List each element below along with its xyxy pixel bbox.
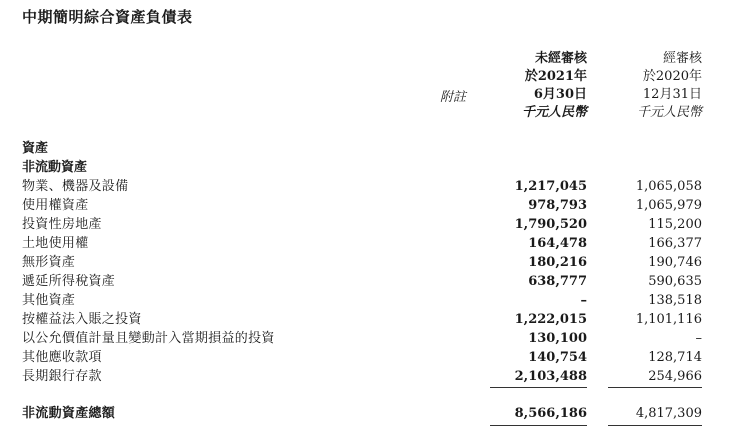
- table-row: [0, 292, 740, 310]
- table-row: [0, 178, 740, 196]
- row-current-value: –: [580, 293, 587, 308]
- row-previous-value: 166,377: [648, 236, 702, 251]
- table-row: [0, 273, 740, 291]
- row-current-value: 978,793: [528, 198, 587, 213]
- total-label: 非流動資產總額: [22, 406, 116, 421]
- row-previous-value: 1,101,116: [635, 312, 702, 327]
- row-label: 其他資產: [22, 293, 76, 308]
- total-current-value: 8,566,186: [514, 406, 587, 421]
- table-row: [0, 349, 740, 367]
- row-previous-value: 1,065,058: [635, 179, 702, 194]
- row-current-value: 638,777: [528, 274, 587, 289]
- row-previous-value: 254,966: [648, 369, 702, 384]
- previous-header-unit: 千元人民幣: [636, 105, 702, 120]
- row-label: 遞延所得稅資產: [22, 274, 116, 289]
- row-previous-value: 190,746: [648, 255, 702, 270]
- current-header-line: 未經審核: [534, 51, 587, 66]
- row-label: 使用權資產: [22, 198, 89, 213]
- row-previous-value: 115,200: [648, 217, 702, 232]
- table-row: [0, 311, 740, 329]
- row-current-value: 1,222,015: [514, 312, 587, 327]
- row-label: 其他應收款項: [22, 350, 102, 365]
- table-row: [0, 216, 740, 234]
- previous-period-header: [592, 50, 702, 122]
- total-row: [0, 405, 740, 423]
- row-current-value: 180,216: [528, 255, 587, 270]
- row-current-value: 140,754: [528, 350, 587, 365]
- table-row: [0, 235, 740, 253]
- current-period-header: [477, 50, 587, 122]
- statement-title: 中期簡明綜合資產負債表: [22, 8, 193, 26]
- note-column-header: 附註: [440, 90, 467, 105]
- table-row: [0, 368, 740, 386]
- row-label: 土地使用權: [22, 236, 89, 251]
- subtotal-rule-current: [490, 387, 587, 388]
- total-rule-current: [490, 425, 587, 426]
- current-header-unit: 千元人民幣: [521, 105, 587, 120]
- previous-header-line: 經審核: [662, 51, 702, 66]
- previous-header-line: 12月31日: [642, 87, 702, 102]
- row-current-value: 2,103,488: [514, 369, 587, 384]
- subtotal-rule-previous: [608, 387, 702, 388]
- row-label: 物業、機器及設備: [22, 179, 129, 194]
- row-previous-value: 138,518: [648, 293, 702, 308]
- table-row: [0, 197, 740, 215]
- row-previous-value: 128,714: [648, 350, 702, 365]
- row-label: 以公允價值計量且變動計入當期損益的投資: [22, 331, 275, 346]
- previous-header-line: 於2020年: [642, 69, 702, 84]
- row-label: 按權益法入賬之投資: [22, 312, 142, 327]
- row-current-value: 1,217,045: [514, 179, 587, 194]
- row-label: 長期銀行存款: [22, 369, 102, 384]
- row-current-value: 1,790,520: [514, 217, 587, 232]
- table-row: [0, 254, 740, 272]
- row-previous-value: 590,635: [648, 274, 702, 289]
- row-label: 投資性房地產: [22, 217, 102, 232]
- total-rule-previous: [608, 425, 702, 426]
- row-previous-value: 1,065,979: [635, 198, 702, 213]
- current-header-line: 6月30日: [533, 87, 587, 102]
- row-current-value: 164,478: [528, 236, 587, 251]
- table-row: [0, 330, 740, 348]
- total-previous-value: 4,817,309: [635, 406, 702, 421]
- row-current-value: 130,100: [528, 331, 587, 346]
- row-label: 無形資產: [22, 255, 76, 270]
- current-header-line: 於2021年: [524, 69, 587, 84]
- subsection-heading-non-current-assets: 非流動資產: [22, 160, 88, 175]
- section-heading-assets: 資產: [22, 141, 49, 156]
- row-previous-value: –: [695, 331, 702, 346]
